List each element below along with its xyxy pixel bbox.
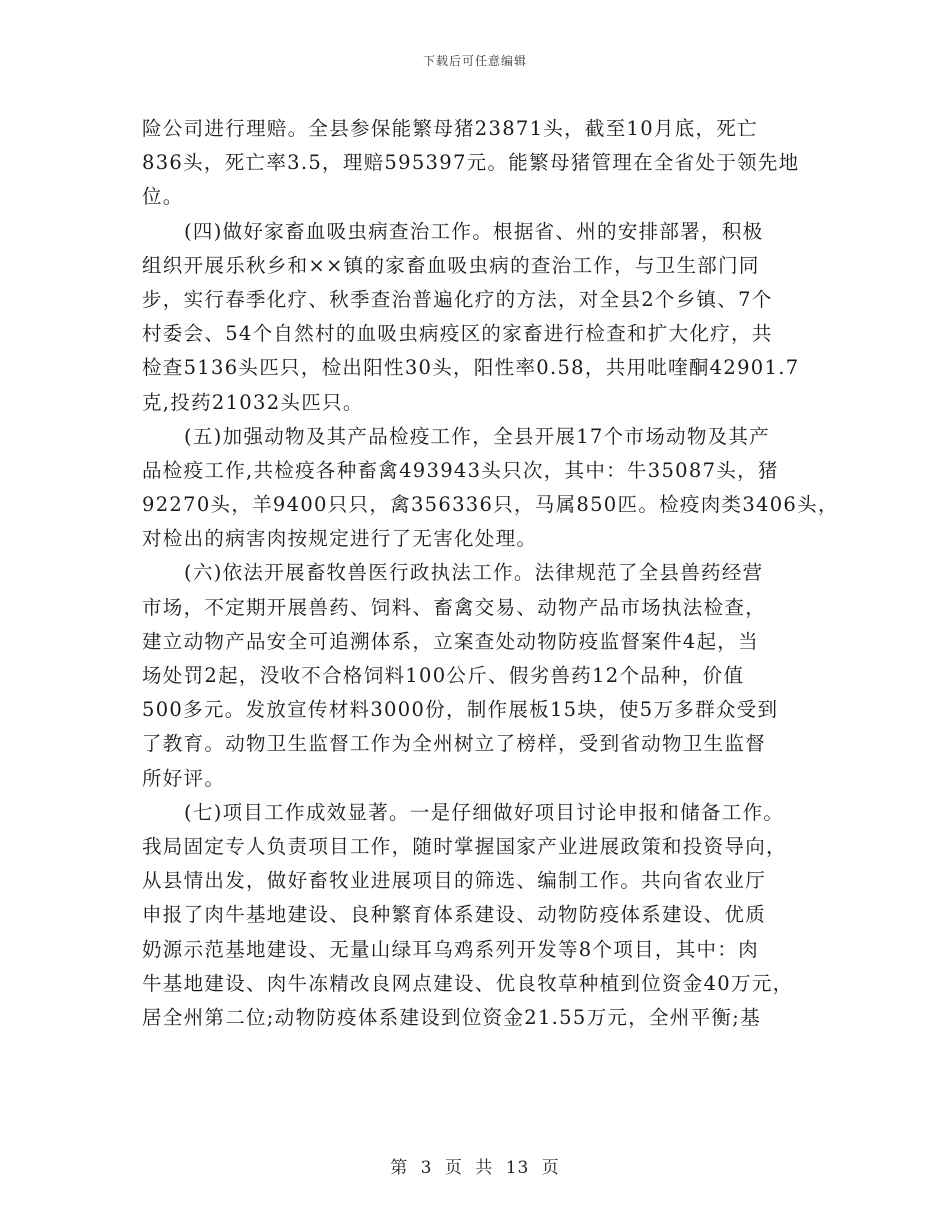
footer-suffix: 页 bbox=[541, 1158, 560, 1178]
text-line: 对检出的病害肉按规定进行了无害化处理。 bbox=[142, 527, 538, 551]
text-line: 位。 bbox=[142, 185, 184, 209]
total-pages-number: 13 bbox=[505, 1158, 530, 1178]
text-line: 组织开展乐秋乡和××镇的家畜血吸虫病的查治工作，与卫生部门同 bbox=[142, 253, 760, 277]
text-line: 我局固定专人负责项目工作，随时掌握国家产业进展政策和投资导向， bbox=[142, 834, 787, 858]
text-line: 市场，不定期开展兽药、饲料、畜禽交易、动物产品市场执法检查， bbox=[142, 595, 767, 619]
text-line: 奶源示范基地建设、无量山绿耳乌鸡系列开发等8个项目，其中：肉 bbox=[142, 937, 759, 961]
text-line: 申报了肉牛基地建设、良种繁育体系建设、动物防疫体系建设、优质 bbox=[142, 903, 767, 927]
text-line: 村委会、54个自然村的血吸虫病疫区的家畜进行检查和扩大化疗，共 bbox=[142, 322, 773, 346]
text-line: 92270头，羊9400只只，禽356336只，马属850匹。检疫肉类3406头， bbox=[142, 493, 839, 517]
paragraph-section-7 bbox=[142, 796, 812, 1035]
text-line: 克,投药21032头匹只。 bbox=[142, 390, 364, 414]
footer-prefix: 第 bbox=[390, 1158, 409, 1178]
paragraph-section-6 bbox=[142, 556, 812, 795]
text-line: 牛基地建设、肉牛冻精改良网点建设、优良牧草种植到位资金40万元， bbox=[142, 971, 794, 995]
body-text bbox=[142, 112, 839, 1035]
footer-page-word: 页 bbox=[444, 1158, 463, 1178]
text-line: 了教育。动物卫生监督工作为全州树立了榜样，受到省动物卫生监督 bbox=[142, 732, 767, 756]
footer-total-word: 共 bbox=[475, 1158, 494, 1178]
header-note: 下载后可任意编辑 bbox=[422, 54, 527, 68]
text-line: (五)加强动物及其产品检疫工作，全县开展17个市场动物及其产 bbox=[184, 424, 771, 448]
text-line: 步，实行春季化疗、秋季查治普遍化疗的方法，对全县2个乡镇、7个 bbox=[142, 287, 773, 311]
text-line: 建立动物产品安全可追溯体系，立案查处动物防疫监督案件4起，当 bbox=[142, 629, 759, 653]
page-footer bbox=[0, 1153, 950, 1178]
paragraph-continuation bbox=[142, 112, 812, 215]
current-page-number: 3 bbox=[420, 1158, 433, 1178]
text-line: 险公司进行理赔。全县参保能繁母猪23871头，截至10月底，死亡 bbox=[142, 117, 758, 140]
text-line: 品检疫工作,共检疫各种畜禽493943头只次，其中：牛35087头，猪 bbox=[142, 458, 779, 482]
text-line: 居全州第二位;动物防疫体系建设到位资金21.55万元，全州平衡;基 bbox=[142, 1005, 761, 1029]
text-line: 场处罚2起，没收不合格饲料100公斤、假劣兽药12个品种，价值 bbox=[142, 664, 745, 687]
text-line: (七)项目工作成效显著。一是仔细做好项目讨论申报和储备工作。 bbox=[184, 800, 785, 824]
text-line: (六)依法开展畜牧兽医行政执法工作。法律规范了全县兽药经营 bbox=[184, 561, 764, 585]
text-line: 所好评。 bbox=[142, 766, 226, 790]
paragraph-section-5 bbox=[142, 420, 839, 557]
paragraph-section-4 bbox=[142, 215, 812, 420]
text-line: 500多元。发放宣传材料3000份，制作展板15块，使5万多群众受到 bbox=[142, 698, 779, 722]
text-line: (四)做好家畜血吸虫病查治工作。根据省、州的安排部署，积极 bbox=[184, 219, 764, 243]
text-line: 从县情出发，做好畜牧业进展项目的筛选、编制工作。共向省农业厅 bbox=[142, 869, 767, 893]
text-line: 检查5136头匹只，检出阳性30头，阳性率0.58，共用吡喹酮42901.7 bbox=[142, 356, 800, 380]
text-line: 836头，死亡率3.5，理赔595397元。能繁母猪管理在全省处于领先地 bbox=[142, 151, 800, 175]
